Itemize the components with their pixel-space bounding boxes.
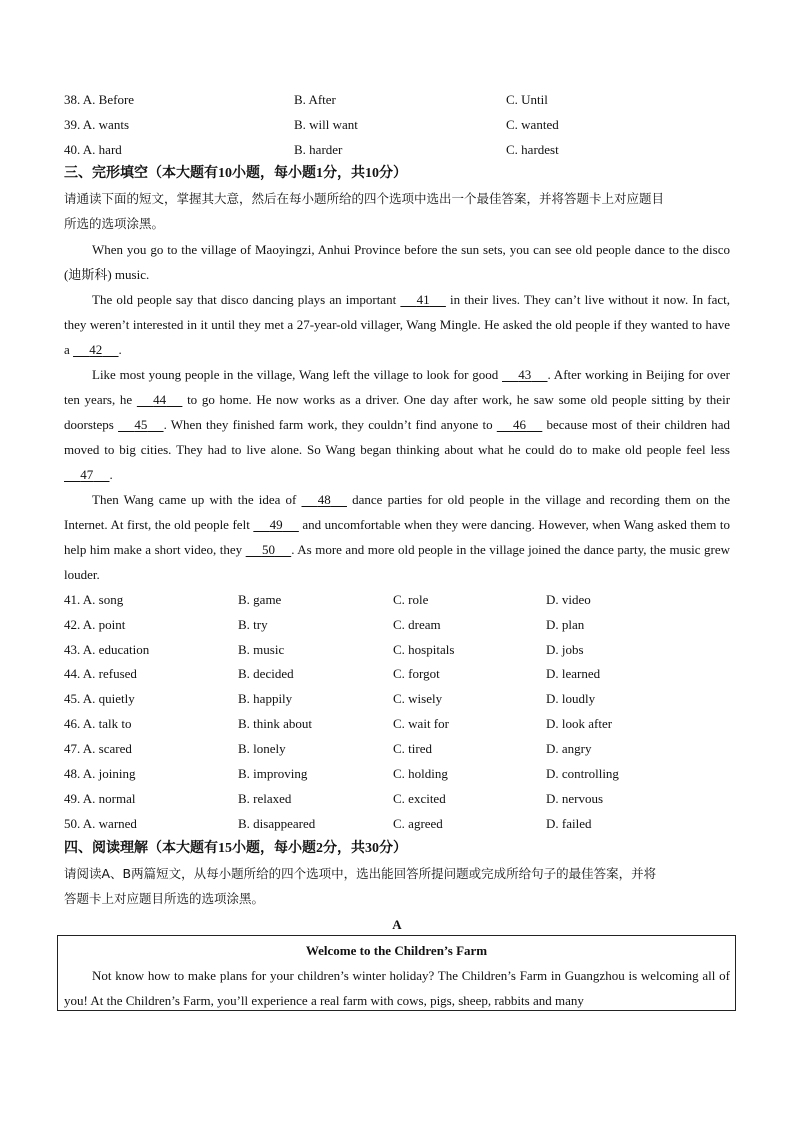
paragraph-text: . As more and more old people in the village joined the dance party, the music grew louder. [64, 542, 731, 582]
option-43-d: D. jobs [546, 642, 584, 657]
blank-47[interactable]: 47 [80, 467, 94, 482]
paragraph-text: . When they finished farm work, they couldn’t find anyone to [163, 417, 493, 432]
section3-heading: 三、完形填空（本大题有10小题，每小题1分，共10分） [64, 166, 407, 181]
paragraph-text: and uncomfortable when they were dancing. However, when Wang asked them to help him make a short video, they [64, 517, 730, 557]
option-44-d: D. learned [546, 666, 601, 681]
option-50-d: D. failed [546, 816, 592, 831]
option-40-a: 40. A. hard [64, 142, 122, 157]
option-39-c: C. wanted [506, 117, 559, 132]
option-44-c: C. forgot [393, 666, 440, 681]
option-47-b: B. lonely [238, 741, 286, 756]
paragraph-text: . [118, 342, 122, 357]
option-38-a: 38. A. Before [64, 92, 135, 107]
option-45-b: B. happily [238, 691, 293, 706]
passage-text [64, 963, 730, 1013]
option-42-c: C. dream [393, 617, 441, 632]
option-40-c: C. hardest [506, 142, 559, 157]
option-46-b: B. think about [238, 716, 313, 731]
option-50-a: 50. A. warned [64, 816, 137, 831]
option-43-a: 43. A. education [64, 642, 150, 657]
paragraph-text: Then Wang came up with the idea of [92, 492, 297, 507]
option-38-b: B. After [294, 92, 336, 107]
passage-body: Not know how to make plans for your children’s winter holiday? The Children’s Farm in Guangzhou is welcoming all of you! At the Children’s Farm, you’ll experience a real farm with cows, pigs, sheep, rabbits and many [64, 968, 730, 1008]
option-45-d: D. loudly [546, 691, 596, 706]
option-41-c: C. role [393, 592, 429, 607]
section3-instruction-line1: 请通读下面的短文，掌握其大意，然后在每小题所给的四个选项中选出一个最佳答案，并将答题卡上对应题目 [64, 191, 665, 206]
option-39-b: B. will want [294, 117, 358, 132]
paragraph-text: . After working in Beijing for over ten years, he [64, 367, 731, 407]
blank-44[interactable]: 44 [153, 392, 167, 407]
blank-50[interactable]: 50 [261, 542, 275, 557]
reading-passage-box [57, 935, 736, 1011]
passage-paragraph-4 [64, 487, 730, 587]
paragraph-text: dance parties for old people in the village and recording them on the Internet. At first, the old people felt [64, 492, 730, 532]
section4-instruction-line2: 答题卡上对应题目所选的选项涂黑。 [64, 891, 265, 906]
paragraph-text: because most of their children had moved to big cities. They had to live alone. So Wang began thinking about what he could do to make old people feel less [64, 417, 731, 457]
option-49-c: C. excited [393, 791, 446, 806]
option-48-a: 48. A. joining [64, 766, 136, 781]
option-47-c: C. tired [393, 741, 432, 756]
passage-paragraph-2 [64, 287, 730, 362]
blank-49[interactable]: 49 [269, 517, 283, 532]
option-48-b: B. improving [238, 766, 308, 781]
option-40-b: B. harder [294, 142, 343, 157]
option-41-d: D. video [546, 592, 591, 607]
blank-46[interactable]: 46 [513, 417, 527, 432]
option-50-b: B. disappeared [238, 816, 316, 831]
paragraph-text: When you go to the village of Maoyingzi, Anhui Province before the sun sets, you can see old people dance to the disco (迪斯科) music. [64, 242, 730, 282]
blank-42[interactable]: 42 [89, 342, 103, 357]
option-47-a: 47. A. scared [64, 741, 132, 756]
passage-label-a: A [392, 917, 402, 932]
blank-45[interactable]: 45 [134, 417, 148, 432]
option-38-c: C. Until [506, 92, 548, 107]
paragraph-text: in their lives. They can’t live without it now. In fact, they weren’t interested in it until they met a 27-year-old villager, Wang Mingle. He asked the old people if they wanted to have a [64, 292, 730, 357]
option-49-b: B. relaxed [238, 791, 292, 806]
option-50-c: C. agreed [393, 816, 443, 831]
passage-paragraph-3 [64, 362, 730, 487]
option-43-c: C. hospitals [393, 642, 455, 657]
option-46-d: D. look after [546, 716, 613, 731]
option-44-a: 44. A. refused [64, 666, 137, 681]
option-41-b: B. game [238, 592, 282, 607]
section4-instruction-line1: 请阅读A、B两篇短文，从每小题所给的四个选项中，选出能回答所提问题或完成所给句子的最佳答案，并将 [64, 866, 657, 881]
option-46-c: C. wait for [393, 716, 449, 731]
section4-heading: 四、阅读理解（本大题有15小题，每小题2分，共30分） [64, 841, 407, 856]
blank-43[interactable]: 43 [518, 367, 532, 382]
option-48-c: C. holding [393, 766, 448, 781]
option-46-a: 46. A. talk to [64, 716, 132, 731]
option-42-a: 42. A. point [64, 617, 126, 632]
paragraph-text: The old people say that disco dancing plays an important [92, 292, 397, 307]
option-41-a: 41. A. song [64, 592, 124, 607]
option-49-a: 49. A. normal [64, 791, 136, 806]
option-45-a: 45. A. quietly [64, 691, 135, 706]
paragraph-text: to go home. He now works as a driver. One day after work, he saw some old people sitting by their doorsteps [64, 392, 731, 432]
option-42-b: B. try [238, 617, 268, 632]
option-39-a: 39. A. wants [64, 117, 129, 132]
blank-48[interactable]: 48 [317, 492, 331, 507]
option-42-d: D. plan [546, 617, 585, 632]
blank-41[interactable]: 41 [416, 292, 430, 307]
passage-paragraph-1 [64, 237, 730, 287]
option-43-b: B. music [238, 642, 285, 657]
paragraph-text: Like most young people in the village, Wang left the village to look for good [92, 367, 499, 382]
passage-title: Welcome to the Children’s Farm [305, 943, 488, 958]
option-48-d: D. controlling [546, 766, 619, 781]
paragraph-text: . [109, 467, 113, 482]
section3-instruction-line2: 所选的选项涂黑。 [64, 216, 165, 231]
option-45-c: C. wisely [393, 691, 443, 706]
option-47-d: D. angry [546, 741, 592, 756]
option-49-d: D. nervous [546, 791, 604, 806]
option-44-b: B. decided [238, 666, 294, 681]
